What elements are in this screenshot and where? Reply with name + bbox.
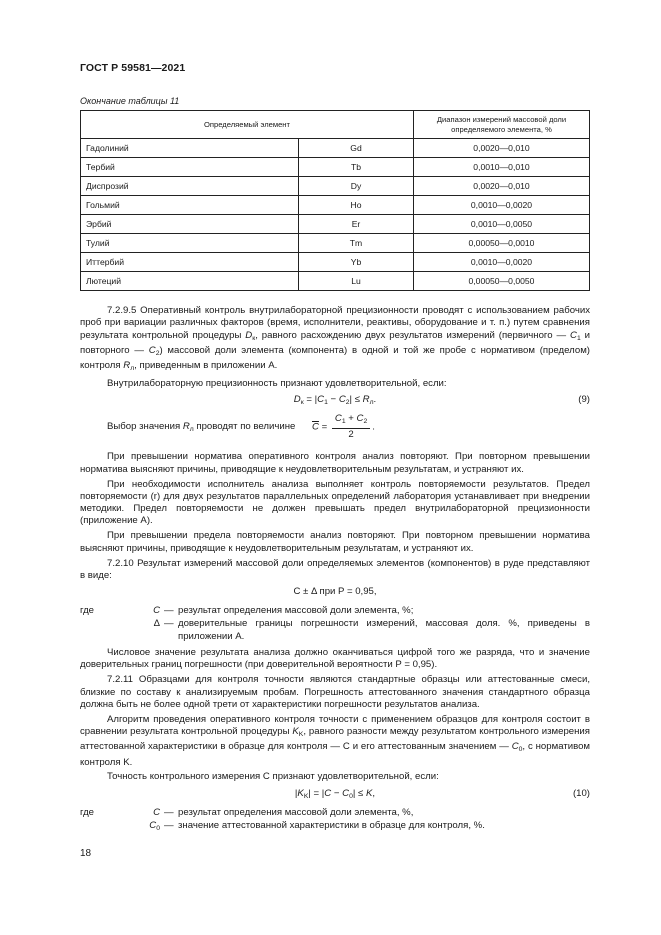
paragraph-repeat-exceed: При превышении предела повторяемости анализ повторяют. При повторном превышении норматива выясняют причины, приводящие к неудовлетворительным результатам, и устраняют их. <box>80 530 590 554</box>
paragraph-rounding: Числовое значение результата анализа должно оканчиваться цифрой того же разряда, что и значение доверительных границ погрешности (при доверительной вероятности P = 0,95). <box>80 647 590 671</box>
range-cell: 0,0020—0,010 <box>414 139 590 158</box>
mean-formula: Выбор значения $R_л$ проводят по величине $\overline{C}$ = $\frac{C_1 + C_2}{2}$ . <box>107 413 375 441</box>
element-name-cell: Тербий <box>81 158 299 177</box>
table-row <box>81 196 590 215</box>
element-symbol-cell: Tb <box>299 158 414 177</box>
element-symbol-cell: Ho <box>299 196 414 215</box>
table-row <box>81 139 590 158</box>
element-symbol-cell: Er <box>299 215 414 234</box>
element-symbol-cell: Gd <box>299 139 414 158</box>
paragraph-accuracy: Точность контрольного измерения С признают удовлетворительной, если: <box>107 771 439 783</box>
paragraph-7-2-9-5: 7.2.9.5 Оперативный контроль внутрилабораторной прецизионности проводят с использованием рабочих проб при вариации различных факторов (время, исполнители, реактивы, оборудование и т. п.) путем сравнения результата контрольной процедуры $D_к$, равного расхождению двух результатов измерений (первичного — $C_1$ и повторного — $C_2$) массовой доли элемента (компонента) в одной и той же пробе с нормативом (пределом) контроля $R_л$, приведенным в приложении А. <box>80 305 591 373</box>
definition-c-2: где C — результат определения массовой доли элемента, %, <box>80 806 414 818</box>
definition-delta: Δ — доверительные границы погрешности измерений, массовая доля. %, приведены в приложении А. <box>153 618 590 642</box>
formula-10: $|K_K| = |C - C_0| \le K$, (10) <box>294 787 590 800</box>
page-number: 18 <box>80 848 92 859</box>
table-row <box>81 177 590 196</box>
paragraph-repeatability: При необходимости исполнитель анализа выполняет контроль повторяемости результатов. Предел повторяемости (r) для двух результатов параллельных определений лаборатория устанавливает при внедрении методики. Предел повторяемости не должен превышать предел внутрилабораторной прецизионности (приложение А). <box>80 478 590 527</box>
elements-table <box>80 110 590 291</box>
definition-c: где C — результат определения массовой доли элемента, %; <box>80 605 414 617</box>
formula-10-number: (10) <box>572 787 590 799</box>
element-symbol-cell: Dy <box>299 177 414 196</box>
table-row <box>81 158 590 177</box>
element-name-cell: Гадолиний <box>81 139 299 158</box>
element-name-cell: Иттербий <box>81 253 299 272</box>
range-cell: 0,0010—0,010 <box>414 158 590 177</box>
table-caption: Окончание таблицы 11 <box>80 96 180 106</box>
formula-9-number: (9) <box>578 394 590 406</box>
range-cell: 0,0010—0,0050 <box>414 215 590 234</box>
table-row <box>81 272 590 291</box>
range-cell: 0,0010—0,0020 <box>414 196 590 215</box>
element-symbol-cell: Tm <box>299 234 414 253</box>
paragraph-7-2-10: 7.2.10 Результат измерений массовой доли определяемых элементов (компонентов) в руде представляют в виде: <box>80 557 590 581</box>
element-symbol-cell: Yb <box>299 253 414 272</box>
range-cell: 0,00050—0,0010 <box>414 234 590 253</box>
element-name-cell: Тулий <box>81 234 299 253</box>
element-name-cell: Гольмий <box>81 196 299 215</box>
range-cell: 0,0010—0,0020 <box>414 253 590 272</box>
element-name-cell: Диспрозий <box>81 177 299 196</box>
range-cell: 0,0020—0,010 <box>414 177 590 196</box>
col-header-range: Диапазон измерений массовой доли определяемого элемента, % <box>414 111 590 139</box>
table-row <box>81 253 590 272</box>
range-cell: 0,00050—0,0050 <box>414 272 590 291</box>
element-name-cell: Эрбий <box>81 215 299 234</box>
paragraph-precision: Внутрилабораторную прецизионность признают удовлетворительной, если: <box>107 378 447 390</box>
formula-9: $D_к = |C_1 - C_2| \le R_л$. (9) <box>293 394 590 407</box>
element-name-cell: Лютеций <box>81 272 299 291</box>
col-header-element: Определяемый элемент <box>81 111 414 139</box>
standard-header: ГОСТ Р 59581—2021 <box>80 62 186 74</box>
body-text <box>80 305 590 836</box>
paragraph-exceed: При превышении норматива оперативного контроля анализ повторяют. При повторном превышении норматива выясняют причины, приводящие к неудовлетворительным результатам, и устраняют их. <box>80 451 590 475</box>
formula-result: C ± Δ при P = 0,95, <box>293 586 377 598</box>
table-row <box>81 215 590 234</box>
definition-c0: $C_0$ — значение аттестованной характеристики в образце для контроля, %. <box>149 820 485 833</box>
paragraph-7-2-11: 7.2.11 Образцами для контроля точности являются стандартные образцы или аттестованные смеси, близкие по составу к анализируемым пробам. Погрешность аттестованного значения стандартного образца должна быть не более одной трети от характеристики погрешности результатов анализа. <box>80 674 590 710</box>
element-symbol-cell: Lu <box>299 272 414 291</box>
paragraph-algorithm: Алгоритм проведения оперативного контроля точности с применением образцов для контроля состоит в сравнении результата контрольной процедуры $K_K$, равного разности между результатом контрольного измерения аттестованной характеристики в образце для контроля — C и его аттестованным значением — $C_0$, с нормативом контроля K. <box>80 713 590 768</box>
table-row <box>81 234 590 253</box>
